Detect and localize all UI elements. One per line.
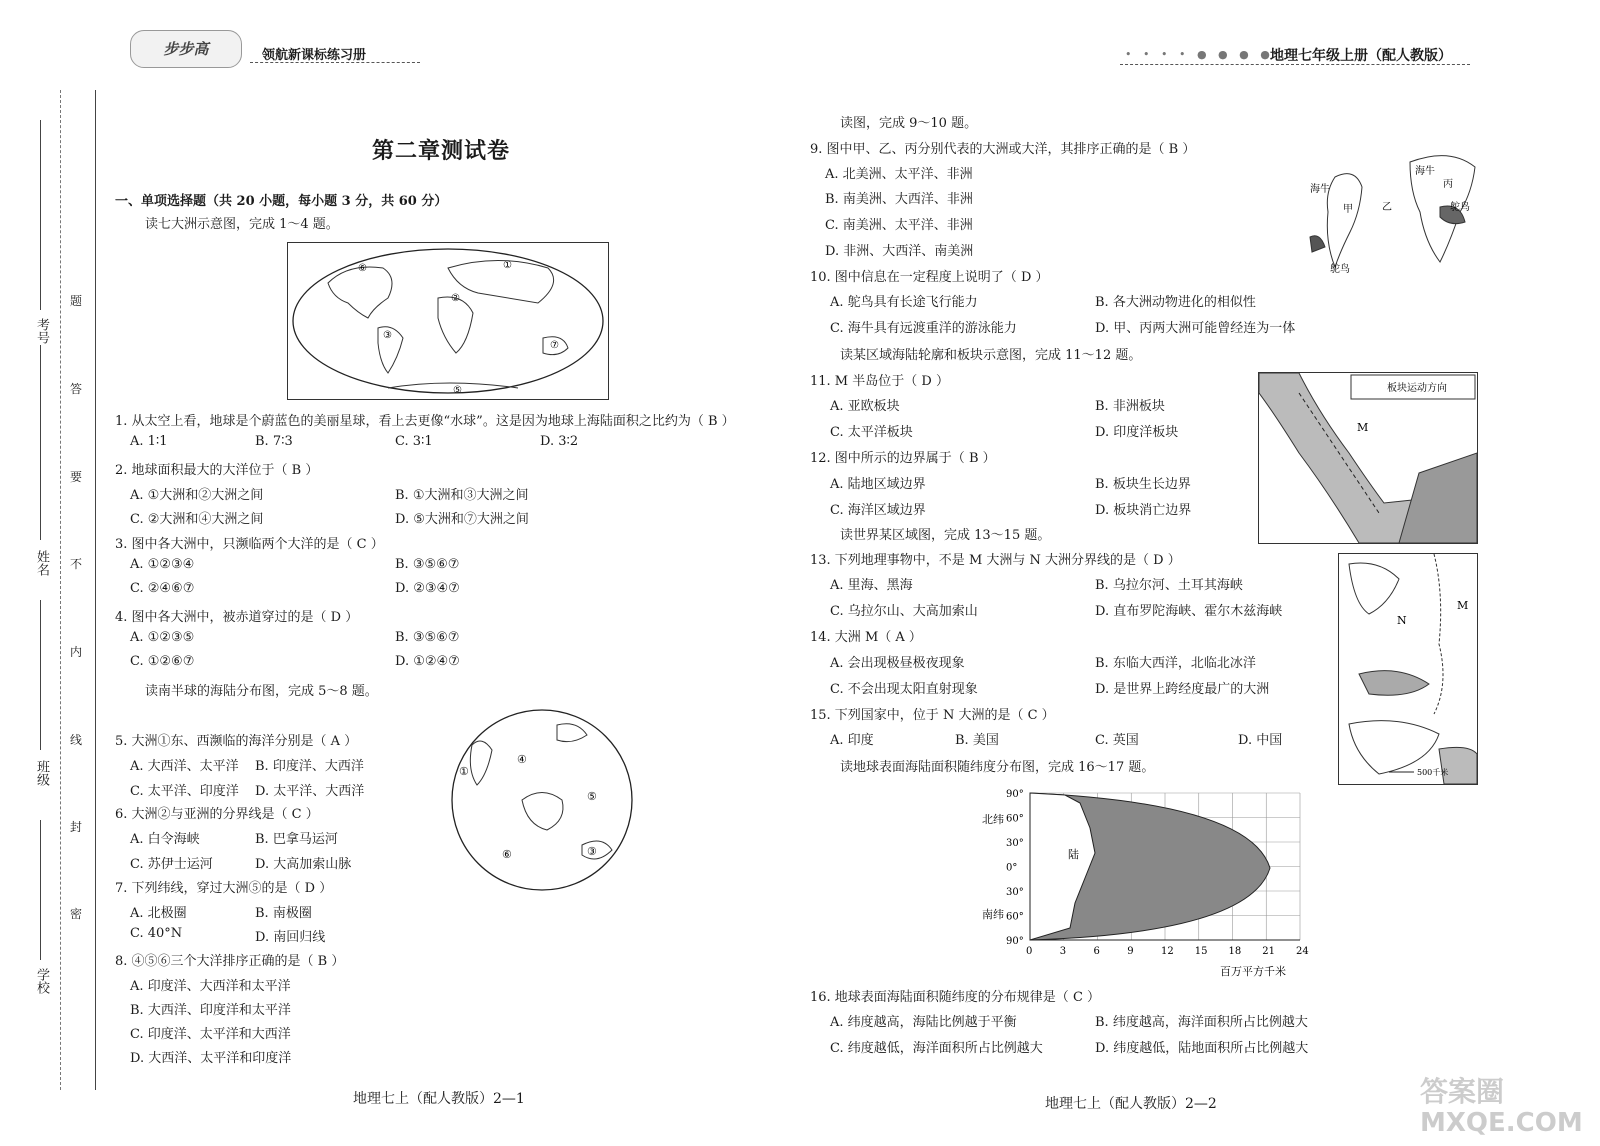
- continent-label: ④: [517, 753, 527, 766]
- option: D. 印度洋板块: [1095, 425, 1179, 440]
- question-10: 10. 图中信息在一定程度上说明了（ D ）: [810, 270, 1049, 285]
- continent-label: ②: [451, 293, 460, 304]
- north-latitude-label: 北纬: [982, 813, 1004, 826]
- reading-intro: 读七大洲示意图，完成 1～4 题。: [145, 217, 339, 232]
- seal-word: 不: [70, 557, 83, 571]
- page-title: 第二章测试卷: [372, 138, 511, 164]
- x-tick-label: 0: [1026, 946, 1033, 957]
- option: C. 苏伊士运河: [130, 857, 213, 872]
- option: B. 纬度越高，海洋面积所占比例越大: [1095, 1015, 1308, 1030]
- reading-intro: 读世界某区域图，完成 13～15 题。: [840, 528, 1051, 543]
- land-label: 陆: [1068, 848, 1079, 861]
- exam-no-line: [40, 120, 41, 310]
- option: C. 不会出现太阳直射现象: [830, 682, 978, 697]
- option: B. 板块生长边界: [1095, 477, 1191, 492]
- southern-hemisphere-map: [447, 705, 637, 895]
- map-scale: 500千米: [1417, 768, 1449, 777]
- header-divider-right: [1120, 64, 1470, 65]
- option: C. 乌拉尔山、大高加索山: [830, 604, 978, 619]
- continent-label: ⑤: [587, 790, 597, 803]
- question-16: 16. 地球表面海陆面积随纬度的分布规律是（ C ）: [810, 990, 1101, 1005]
- option: D. 太平洋、大西洋: [255, 784, 365, 799]
- watermark-url: MXQE.COM: [1420, 1108, 1583, 1138]
- x-tick-label: 21: [1262, 946, 1275, 957]
- map-legend-label: 板块运动方向: [1387, 383, 1447, 394]
- y-tick-label: 60°: [1006, 813, 1024, 825]
- x-tick-label: 12: [1161, 946, 1174, 957]
- option: B. 印度洋、大西洋: [255, 759, 364, 774]
- option: C. 海牛具有远渡重洋的游泳能力: [830, 321, 1017, 336]
- section-heading: 一、单项选择题（共 20 小题，每小题 3 分，共 60 分）: [115, 194, 448, 209]
- map-label: M: [1457, 599, 1469, 612]
- question-7: 7. 下列纬线，穿过大洲⑤的是（ D ）: [115, 881, 333, 896]
- option: B. 美国: [955, 733, 999, 748]
- option: C. 3∶1: [395, 434, 433, 449]
- question-12: 12. 图中所示的边界属于（ B ）: [810, 451, 996, 466]
- seal-word: 题: [70, 294, 83, 308]
- continent-label: ③: [587, 845, 597, 858]
- book-title: 地理七年级上册（配人教版）: [1270, 48, 1452, 64]
- continent-label: ⑤: [453, 385, 462, 396]
- option: C. ②大洲和④大洲之间: [130, 512, 264, 527]
- option: A. 北美洲、太平洋、非洲: [825, 167, 973, 182]
- seal-word: 答: [70, 382, 83, 396]
- map-label: 海牛: [1415, 166, 1435, 177]
- option: A. ①大洲和②大洲之间: [130, 488, 264, 503]
- option: A. ①②③⑤: [130, 630, 195, 645]
- question-11: 11. M 半岛位于（ D ）: [810, 374, 949, 389]
- option: A. 亚欧板块: [830, 399, 900, 414]
- question-15: 15. 下列国家中，位于 N 大洲的是（ C ）: [810, 708, 1055, 723]
- option: A. 鸵鸟具有长途飞行能力: [830, 295, 978, 310]
- reading-intro: 读地球表面海陆面积随纬度分布图，完成 16～17 题。: [840, 760, 1155, 775]
- continent-label: ③: [383, 330, 392, 341]
- x-tick-label: 18: [1228, 946, 1242, 957]
- option: D. 3∶2: [540, 434, 579, 449]
- x-axis-label: 百万平方千米: [1220, 965, 1286, 978]
- option: C. ①②⑥⑦: [130, 654, 195, 669]
- option: B. 东临大西洋，北临北冰洋: [1095, 656, 1256, 671]
- option: C. 英国: [1095, 733, 1139, 748]
- option: A. 北极圈: [130, 906, 187, 921]
- option: A. 大西洋、太平洋: [130, 759, 239, 774]
- y-tick-label: 0°: [1006, 862, 1018, 874]
- binding-line: [95, 90, 96, 1090]
- name-label: 姓名: [34, 550, 49, 576]
- class-label: 班级: [34, 760, 49, 786]
- option: B. 乌拉尔河、土耳其海峡: [1095, 578, 1243, 593]
- series-title: 领航新课标练习册: [262, 48, 367, 63]
- map-label: 甲: [1343, 204, 1353, 215]
- question-5: 5. 大洲①东、西濒临的海洋分别是（ A ）: [115, 734, 358, 749]
- option: D. ⑤大洲和⑦大洲之间: [395, 512, 529, 527]
- option: D. 直布罗陀海峡、霍尔木兹海峡: [1095, 604, 1283, 619]
- question-1: 1. 从太空上看，地球是个蔚蓝色的美丽星球，看上去更像“水球”。这是因为地球上海陆面积之比约为（ B ）: [115, 414, 735, 429]
- region-map: [1338, 553, 1478, 785]
- class-line: [40, 600, 41, 750]
- option: D. 南回归线: [255, 930, 326, 945]
- map-label: 乙: [1382, 202, 1392, 213]
- map-label: N: [1397, 614, 1407, 627]
- continent-label: ①: [503, 260, 512, 271]
- publisher-logo: 步步高: [130, 30, 242, 68]
- x-tick-label: 15: [1194, 946, 1208, 957]
- question-13: 13. 下列地理事物中，不是 M 大洲与 N 大洲分界线的是（ D ）: [810, 553, 1181, 568]
- y-tick-label: 30°: [1006, 887, 1024, 898]
- option: D. ①②④⑦: [395, 654, 460, 669]
- option: D. 纬度越低，陆地面积所占比例越大: [1095, 1041, 1309, 1056]
- question-14: 14. 大洲 M（ A ）: [810, 630, 922, 645]
- animal-distribution-map: [1300, 132, 1490, 277]
- world-continents-map: [287, 242, 609, 400]
- x-tick-label: 3: [1059, 946, 1067, 957]
- exam-no-label: 考号: [34, 318, 49, 344]
- reading-intro: 读南半球的海陆分布图，完成 5～8 题。: [145, 684, 378, 699]
- option: B. 各大洲动物进化的相似性: [1095, 295, 1256, 310]
- option: B. 7∶3: [255, 434, 293, 449]
- y-tick-label: 60°: [1006, 911, 1024, 923]
- option: B. 南美洲、大西洋、非洲: [825, 192, 973, 207]
- question-6: 6. 大洲②与亚洲的分界线是（ C ）: [115, 807, 319, 822]
- option: B. 非洲板块: [1095, 399, 1165, 414]
- y-tick-label: 90°: [1006, 789, 1024, 800]
- plate-boundary-map: [1258, 372, 1478, 544]
- binding-dashed-line: [60, 90, 61, 1090]
- page-footer-left: 地理七上（配人教版）2—1: [353, 1091, 525, 1107]
- seal-word: 线: [70, 733, 83, 747]
- option: A. 纬度越高，海陆比例越于平衡: [830, 1015, 1017, 1030]
- option: C. 印度洋、太平洋和大西洋: [130, 1027, 291, 1042]
- option: C. 太平洋板块: [830, 425, 913, 440]
- option: C. 40°N: [130, 926, 183, 941]
- option: C. 海洋区域边界: [830, 503, 926, 518]
- option: D. 甲、丙两大洲可能曾经连为一体: [1095, 321, 1296, 336]
- school-line: [40, 820, 41, 960]
- map-label: 鸵鸟: [1450, 202, 1470, 213]
- option: C. ②④⑥⑦: [130, 581, 195, 596]
- option: A. 会出现极昼极夜现象: [830, 656, 965, 671]
- option: A. 印度洋、大西洋和太平洋: [130, 979, 291, 994]
- question-2: 2. 地球面积最大的大洋位于（ B ）: [115, 463, 319, 478]
- question-3: 3. 图中各大洲中，只濒临两个大洋的是（ C ）: [115, 537, 384, 552]
- option: B. ①大洲和③大洲之间: [395, 488, 529, 503]
- question-9: 9. 图中甲、乙、丙分别代表的大洲或大洋，其排序正确的是（ B ）: [810, 142, 1196, 157]
- south-latitude-label: 南纬: [982, 908, 1004, 921]
- continent-label: ⑥: [358, 263, 367, 274]
- map-label: 鸵鸟: [1330, 264, 1350, 275]
- option: B. 南极圈: [255, 906, 312, 921]
- option: A. 陆地区域边界: [830, 477, 926, 492]
- option: A. 1∶1: [130, 434, 168, 449]
- reading-intro: 读图，完成 9～10 题。: [840, 116, 978, 131]
- option: D. 板块消亡边界: [1095, 503, 1192, 518]
- school-label: 学校: [34, 968, 49, 994]
- seal-word: 封: [70, 820, 83, 834]
- land-sea-latitude-chart: [980, 783, 1310, 983]
- option: D. 非洲、大西洋、南美洲: [825, 244, 974, 259]
- header-dots: • • • • ● ● ● ●: [1125, 48, 1274, 61]
- option: C. 太平洋、印度洋: [130, 784, 239, 799]
- x-tick-label: 9: [1127, 946, 1134, 957]
- x-tick-label: 6: [1093, 946, 1100, 957]
- watermark: 答案圈: [1420, 1075, 1505, 1108]
- option: B. 巴拿马运河: [255, 832, 338, 847]
- question-8: 8. ④⑤⑥三个大洋排序正确的是（ B ）: [115, 954, 345, 969]
- option: D. 中国: [1238, 733, 1283, 748]
- continent-label: ⑦: [550, 340, 559, 351]
- y-tick-label: 90°: [1006, 936, 1024, 947]
- seal-word: 要: [70, 470, 83, 484]
- option: D. ②③④⑦: [395, 581, 460, 596]
- seal-word: 密: [70, 907, 83, 921]
- option: B. ③⑤⑥⑦: [395, 557, 460, 572]
- option: A. 里海、黑海: [830, 578, 913, 593]
- reading-intro: 读某区域海陆轮廓和板块示意图，完成 11～12 题。: [840, 348, 1142, 363]
- seal-word: 内: [70, 645, 83, 659]
- map-label: 海牛: [1310, 184, 1330, 195]
- option: A. 白令海峡: [130, 832, 200, 847]
- x-tick-label: 24: [1296, 946, 1309, 957]
- option: B. 大西洋、印度洋和太平洋: [130, 1003, 291, 1018]
- option: A. ①②③④: [130, 557, 195, 572]
- option: C. 南美洲、太平洋、非洲: [825, 218, 973, 233]
- option: D. 大高加索山脉: [255, 857, 352, 872]
- option: D. 是世界上跨经度最广的大洲: [1095, 682, 1270, 697]
- name-line: [40, 345, 41, 540]
- option: D. 大西洋、太平洋和印度洋: [130, 1051, 292, 1066]
- question-4: 4. 图中各大洲中，被赤道穿过的是（ D ）: [115, 610, 359, 625]
- option: A. 印度: [830, 733, 874, 748]
- continent-label: ⑥: [502, 848, 512, 861]
- page-footer-right: 地理七上（配人教版）2—2: [1045, 1096, 1217, 1112]
- map-label: 丙: [1443, 179, 1453, 190]
- header-divider: [250, 62, 420, 63]
- option: B. ③⑤⑥⑦: [395, 630, 460, 645]
- option: C. 纬度越低，海洋面积所占比例越大: [830, 1041, 1043, 1056]
- continent-label: ①: [459, 765, 469, 778]
- map-label: M: [1357, 421, 1369, 434]
- y-tick-label: 30°: [1006, 838, 1024, 849]
